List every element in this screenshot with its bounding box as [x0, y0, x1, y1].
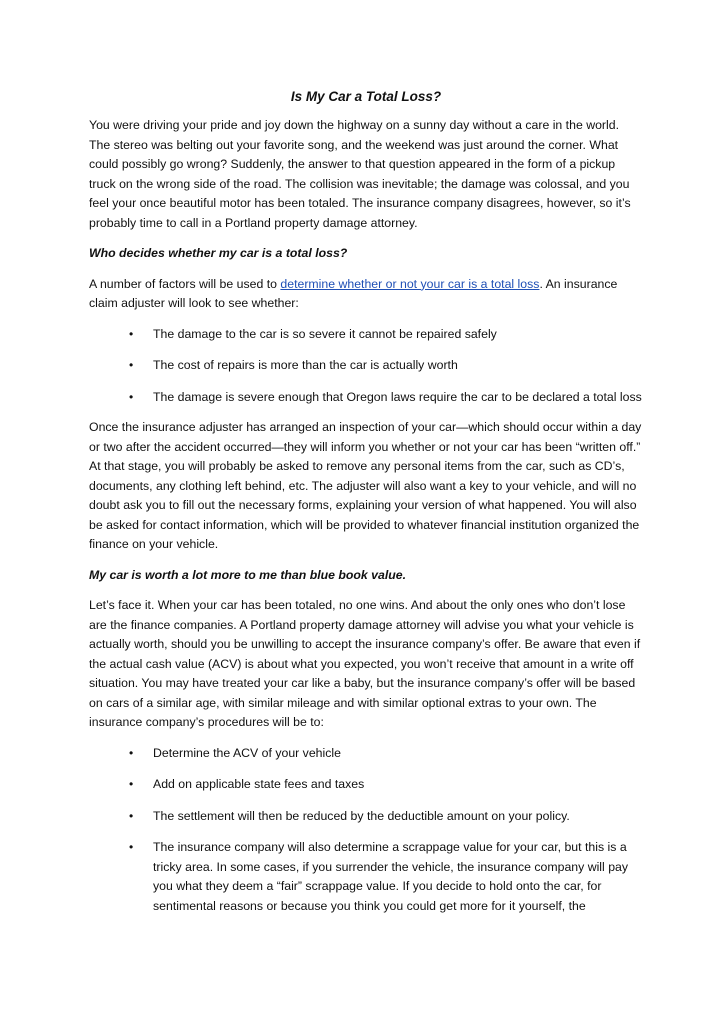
- total-loss-link[interactable]: determine whether or not your car is a total loss: [280, 276, 540, 291]
- list-item: [89, 775, 643, 795]
- intro-paragraph: You were driving your pride and joy down the highway on a sunny day without a care in the world. The stereo was belting out your favorite song, and the weekend was just around the corner. What could possibly go wrong? Suddenly, the answer to that question appeared in the form of a pickup truck on the wrong side of the road. The collision was inevitable; the damage was colossal, and you feel your once beautiful motor has been totaled. The insurance company disagrees, however, so it’s probably time to call in a Portland property damage attorney.: [89, 118, 631, 230]
- list-item-text: The damage to the car is so severe it cannot be repaired safely: [153, 326, 497, 341]
- bullet-icon: •: [129, 745, 134, 760]
- bullet-icon: •: [129, 326, 134, 341]
- section2-heading: My car is worth a lot more to me than blue book value.: [89, 567, 407, 582]
- list-item-text: Determine the ACV of your vehicle: [153, 745, 341, 760]
- list-item-text: The damage is severe enough that Oregon laws require the car to be declared a total loss: [153, 389, 642, 404]
- bullet-icon: •: [129, 358, 134, 372]
- list-item: [89, 325, 643, 345]
- bullet-icon: •: [129, 389, 134, 404]
- list-item: [89, 388, 643, 408]
- section1-bullet-list: [89, 325, 643, 408]
- section1-heading: Who decides whether my car is a total loss?: [89, 246, 348, 260]
- list-item: [89, 356, 643, 376]
- bullet-icon: •: [129, 777, 134, 791]
- document-title: Is My Car a Total Loss?: [290, 89, 442, 104]
- list-item: [89, 807, 643, 827]
- section1-paragraph: [89, 275, 643, 314]
- bullet-icon: •: [129, 840, 134, 854]
- section2-bullet-list: [89, 744, 643, 917]
- section1-closing-paragraph: Once the insurance adjuster has arranged an inspection of your car—which should occur within a day or two after the accident occurred—they will inform you whether or not your car has been “written off.” At that stage, you will probably be asked to remove any personal items from the car, such as CD’s, documents, any clothing left behind, etc. The adjuster will also want a key to your vehicle, and will no doubt ask you to fill out the necessary forms, explaining your version of what happened. You will also be asked for contact information, which will be provided to whatever financial institution organized the finance on your vehicle.: [89, 420, 642, 551]
- list-item-text: The insurance company will also determine a scrappage value for your car, but this is a tricky area. In some cases, if you surrender the vehicle, the insurance company will pay you what they deem a “fair” scrappage value. If you decide to hold onto the car, for sentimental reasons or because you think you could get more for it yourself, the: [153, 840, 629, 913]
- list-item-text: Add on applicable state fees and taxes: [153, 777, 365, 791]
- section1-text-after: . An insurance claim adjuster will look to see whether:: [89, 276, 618, 310]
- list-item: [89, 744, 643, 764]
- section1-text-before: A number of factors will be used to: [89, 276, 281, 291]
- list-item-text: The settlement will then be reduced by the deductible amount on your policy.: [153, 808, 570, 823]
- document-page: [89, 88, 643, 927]
- bullet-icon: •: [129, 808, 134, 823]
- section2-paragraph: Let’s face it. When your car has been totaled, no one wins. And about the only ones who don’t lose are the finance companies. A Portland property damage attorney will advise you what your vehicle is actually worth, should you be unwilling to accept the insurance company’s offer. Be aware that even if the actual cash value (ACV) is about what you expected, you won’t receive that amount in a write off situation. You may have treated your car like a baby, but the insurance company’s offer will be based on cars of a similar age, with similar mileage and with similar optional extras to your own. The insurance company’s procedures will be to:: [89, 598, 641, 729]
- list-item: [89, 838, 643, 916]
- list-item-text: The cost of repairs is more than the car is actually worth: [153, 358, 458, 372]
